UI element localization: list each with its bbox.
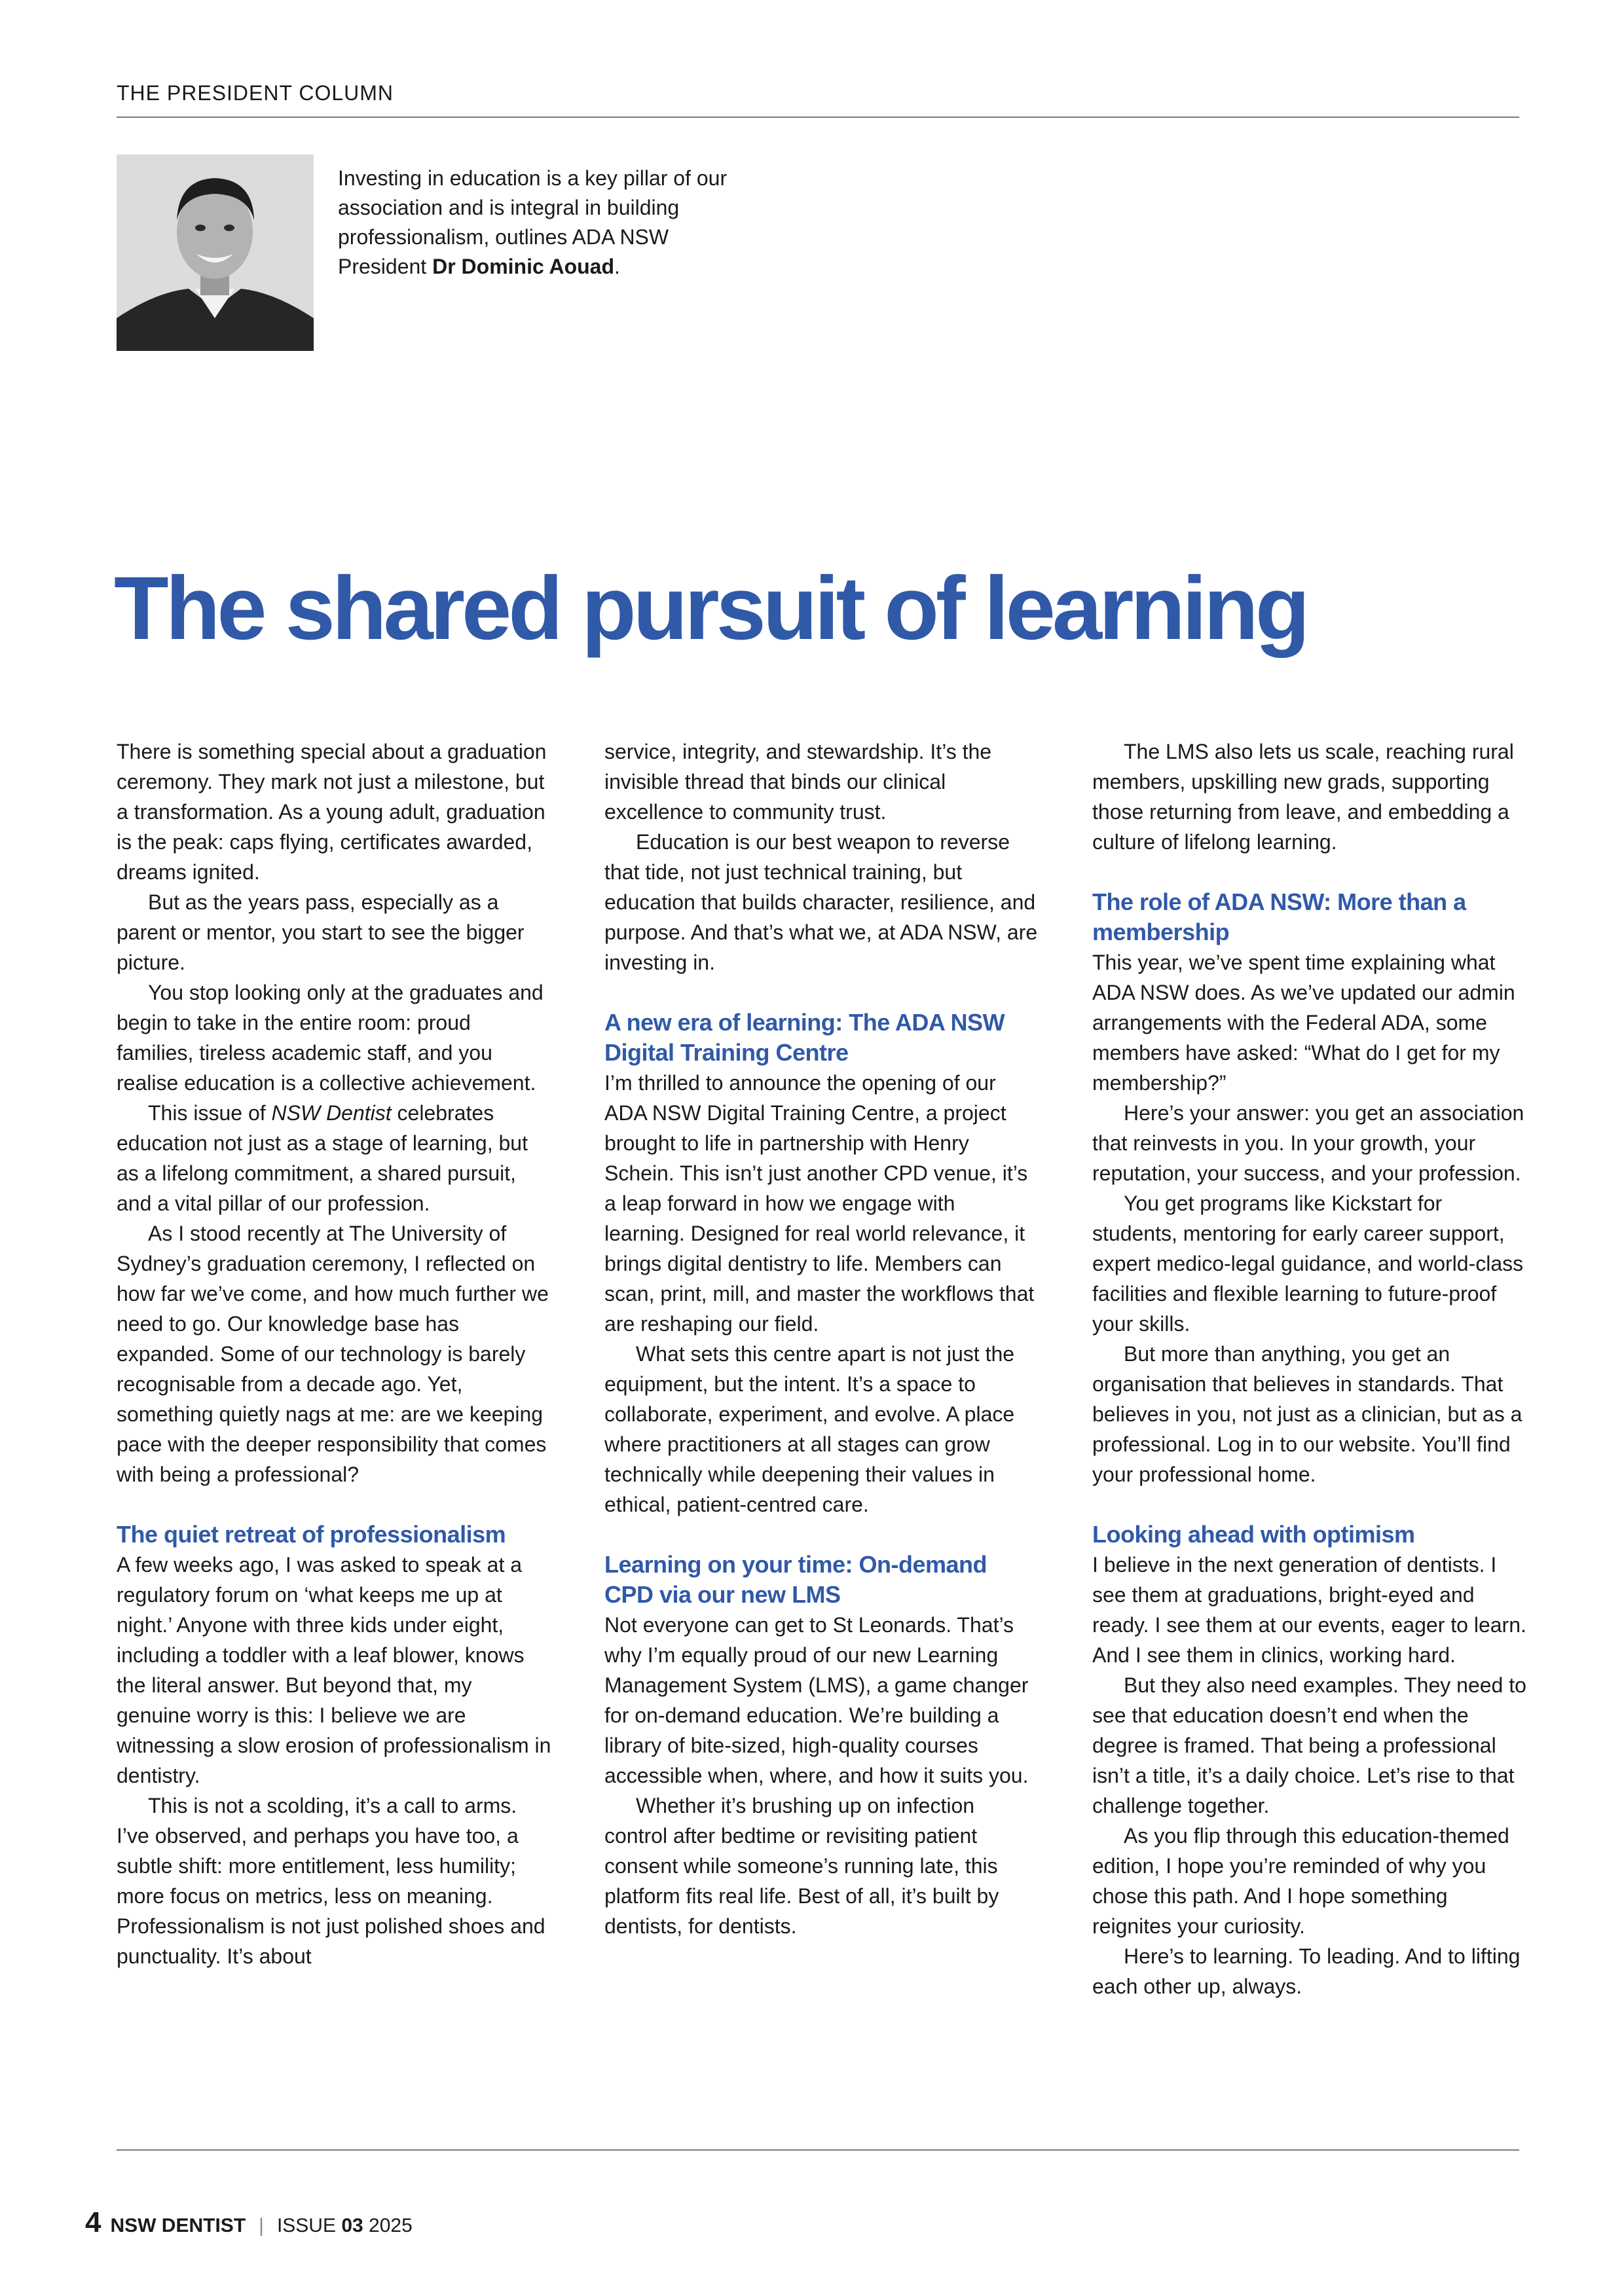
headline: The shared pursuit of learning xyxy=(114,558,1307,659)
paragraph xyxy=(117,1098,552,1218)
article-column-1 xyxy=(117,737,552,1971)
issue-year: 2025 xyxy=(369,2215,413,2236)
author-portrait xyxy=(117,155,314,351)
author-name: Dr Dominic Aouad xyxy=(432,255,615,278)
paragraph: Here’s your answer: you get an association that reinvests in you. In your growth, your reputation, your success, and your profession. xyxy=(1092,1101,1524,1185)
paragraph-text: This issue of xyxy=(148,1101,272,1125)
issue-number: 03 xyxy=(341,2215,363,2236)
paragraph: There is something special about a graduation ceremony. They mark not just a milestone, but a transformation. As a young adult, graduation is the peak: caps flying, certificates awarded, dreams ignited. xyxy=(117,740,547,884)
paragraph: Not everyone can get to St Leonards. That’s why I’m equally proud of our new Learning Management System (LMS), a game changer for on-demand education. We’re building a library of bite-sized, high-quality courses accessible when, where, and how it suits you. xyxy=(604,1613,1029,1787)
paragraph: The LMS also lets us scale, reaching rural members, upskilling new grads, supporting those returning from leave, and embedding a culture of lifelong learning. xyxy=(1092,740,1514,854)
paragraph: As I stood recently at The University of Sydney’s graduation ceremony, I reflected on how far we’ve come, and how much further we need to go. Our knowledge base has expanded. Some of our technology is barely recognisable from a decade ago. Yet, something quietly nags at me: are we keeping pace with the deeper responsibility that comes with being a professional? xyxy=(117,1222,549,1486)
page-number: 4 xyxy=(85,2206,101,2238)
standfirst-text: Investing in education is a key pillar of our association and is integral in building professionalism, outlines ADA NSW President xyxy=(338,166,728,278)
paragraph: What sets this centre apart is not just the equipment, but the intent. It’s a space to collaborate, experiment, and evolve. A place where practitioners at all stages can grow technically while deepening their values in ethical, patient-centred care. xyxy=(604,1342,1015,1516)
footer-separator: | xyxy=(259,2215,264,2236)
standfirst-end: . xyxy=(614,255,620,278)
paragraph: As you flip through this education-themed edition, I hope you’re reminded of why you chose this path. And I hope something reignites your curiosity. xyxy=(1092,1824,1509,1938)
subheading: The role of ADA NSW: More than a membership xyxy=(1092,888,1466,945)
article-column-3 xyxy=(1092,737,1528,2001)
paragraph: You get programs like Kickstart for students, mentoring for early career support, expert medico-legal guidance, and world-class facilities and flexible learning to future-proof your skills. xyxy=(1092,1192,1524,1336)
section-label: THE PRESIDENT COLUMN xyxy=(117,81,394,105)
publication-title: NSW DENTIST xyxy=(110,2215,246,2236)
article-column-2 xyxy=(604,737,1040,1941)
paragraph: Education is our best weapon to reverse that tide, not just technical training, but education that builds character, resilience, and purpose. And that’s what we, at ADA NSW, are investing in. xyxy=(604,830,1038,974)
issue-label: ISSUE xyxy=(276,2215,336,2236)
header-divider xyxy=(117,117,1519,118)
paragraph: But they also need examples. They need to see that education doesn’t end when the degree is framed. That being a professional isn’t a title, it’s a daily choice. Let’s rise to that challenge together. xyxy=(1092,1673,1526,1817)
paragraph: service, integrity, and stewardship. It’s the invisible thread that binds our clinical excellence to community trust. xyxy=(604,740,992,824)
paragraph: I’m thrilled to announce the opening of our ADA NSW Digital Training Centre, a project brought to life in partnership with Henry Schein. This isn’t just another CPD venue, it’s a leap forward in how we engage with learning. Designed for real world relevance, it brings digital dentistry to life. Members can scan, print, mill, and master the workflows that are reshaping our field. xyxy=(604,1071,1035,1336)
paragraph: But as the years pass, especially as a parent or mentor, you start to see the bigger picture. xyxy=(117,890,525,974)
paragraph: Whether it’s brushing up on infection control after bedtime or revisiting patient consent while someone’s running late, this platform fits real life. Best of all, it’s built by dentists, for dentists. xyxy=(604,1794,999,1938)
paragraph: A few weeks ago, I was asked to speak at a regulatory forum on ‘what keeps me up at night.’ Anyone with three kids under eight, including a toddler with a leaf blower, knows the literal answer. But beyond that, my genuine worry is this: I believe we are witnessing a slow erosion of professionalism in dentistry. xyxy=(117,1553,551,1787)
page-footer xyxy=(85,2206,413,2239)
footer-divider xyxy=(117,2149,1519,2151)
paragraph: You stop looking only at the graduates and begin to take in the entire room: proud families, tireless academic staff, and you realise education is a collective achievement. xyxy=(117,981,544,1095)
subheading: The quiet retreat of professionalism xyxy=(117,1521,506,1548)
subheading: Learning on your time: On-demand CPD via our new LMS xyxy=(604,1551,987,1608)
paragraph: This is not a scolding, it’s a call to arms. I’ve observed, and perhaps you have too, a subtle shift: more entitlement, less humility; more focus on metrics, less on meaning. Professionalism is not just polished shoes and punctuality. It’s about xyxy=(117,1794,545,1968)
subheading: Looking ahead with optimism xyxy=(1092,1521,1415,1548)
publication-name: NSW Dentist xyxy=(271,1101,392,1125)
paragraph-text: celebrates education not just as a stage of learning, but as a lifelong commitment, a shared pursuit, and a vital pillar of our profession. xyxy=(117,1101,528,1215)
paragraph: This year, we’ve spent time explaining what ADA NSW does. As we’ve updated our admin arrangements with the Federal ADA, some members have asked: “What do I get for my membership?” xyxy=(1092,951,1515,1095)
paragraph: I believe in the next generation of dentists. I see them at graduations, bright-eyed and ready. I see them at our events, eager to learn. And I see them in clinics, working hard. xyxy=(1092,1553,1526,1667)
paragraph: Here’s to learning. To leading. And to lifting each other up, always. xyxy=(1092,1944,1521,1998)
paragraph: But more than anything, you get an organisation that believes in standards. That believes in you, not just as a clinician, but as a professional. Log in to our website. You’ll find your professional home. xyxy=(1092,1342,1522,1486)
standfirst xyxy=(338,164,744,282)
subheading: A new era of learning: The ADA NSW Digital Training Centre xyxy=(604,1009,1005,1066)
